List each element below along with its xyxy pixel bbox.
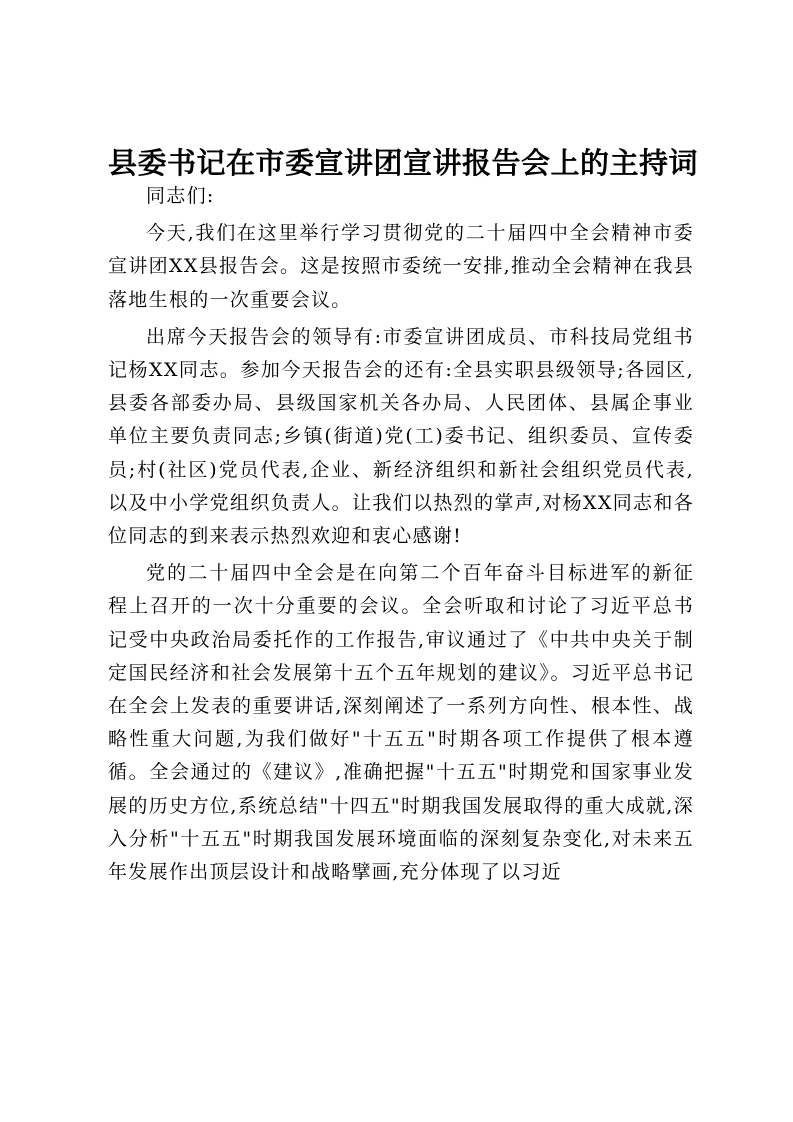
plenum-paragraph: 党的二十届四中全会是在向第二个百年奋斗目标进军的新征程上召开的一次十分重要的会议。全会听取和讨论了习近平总书记受中央政治局委托作的工作报告,审议通过了《中共中央关于制定国民经济和社会发展第十五个五年规划的建议》。习近平总书记在全会上发表的重要讲话,深刻阐述了一系列方向性、根本性、战略性重大问题,为我们做好"十五五"时期各项工作提供了根本遵循。全会通过的《建议》,准确把握"十五五"时期党和国家事业发展的历史方位,系统总结"十四五"时期我国发展取得的重大成就,深入分析"十五五"时期我国发展环境面临的深刻复杂变化,对未来五年发展作出顶层设计和战略擘画,充分体现了以习近 [108, 562, 694, 884]
salutation-paragraph: 同志们: [146, 185, 215, 207]
document-page [108, 140, 699, 889]
opening-paragraph: 今天,我们在这里举行学习贯彻党的二十届四中全会精神市委宣讲团XX县报告会。这是按照市委统一安排,推动全会精神在我县落地生根的一次重要会议。 [108, 222, 694, 311]
document-title: 县委书记在市委宣讲团宣讲报告会上的主持词 [108, 146, 699, 180]
attendees-paragraph: 出席今天报告会的领导有:市委宣讲团成员、市科技局党组书记杨XX同志。参加今天报告会的还有:全县实职县级领导;各园区,县委各部委办局、县级国家机关各办局、人民团体、县属企事业单位主要负责同志;乡镇(街道)党(工)委书记、组织委员、宣传委员;村(社区)党员代表,企业、新经济组织和新社会组织党员代表,以及中小学党组织负责人。让我们以热烈的掌声,对杨XX同志和各位同志的到来表示热烈欢迎和衷心感谢! [108, 325, 694, 548]
